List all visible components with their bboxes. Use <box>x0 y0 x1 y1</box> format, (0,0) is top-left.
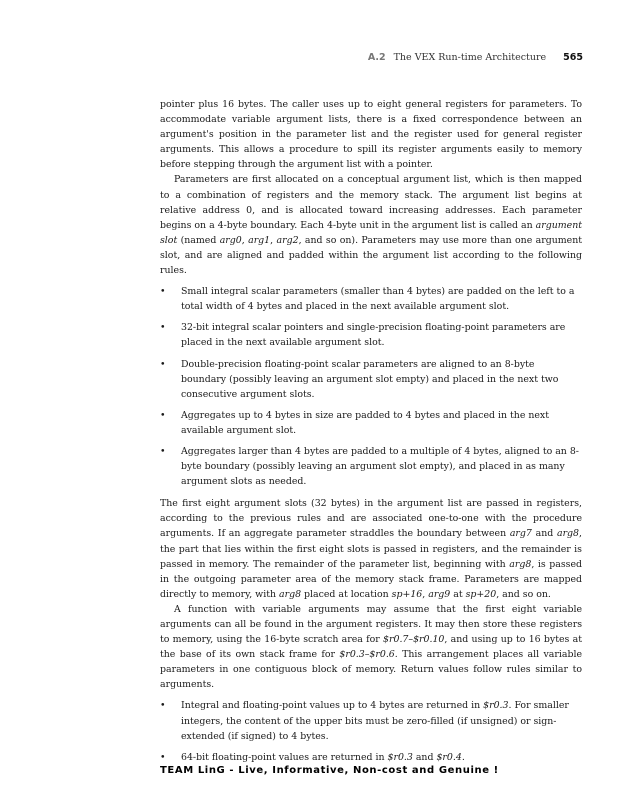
list-item: • 32-bit integral scalar pointers and single-precision floating-point parameters are placed in the next available argument slot. <box>160 322 566 349</box>
section-number: A.2 <box>367 52 386 63</box>
bullet-glyph: • <box>160 445 166 457</box>
bullet-glyph: • <box>160 751 166 763</box>
page-body <box>160 97 582 772</box>
list-item: • Small integral scalar parameters (smaller than 4 bytes) are padded on the left to a total width of 4 bytes and placed in the next available argument slot. <box>160 286 575 313</box>
paragraph-4: A function with variable arguments may assume that the first eight variable arguments can all be found in the argument registers. It may then store these registers to memory, using the 16-byte scratch area for $r0.7–$r0.10, and using up to 16 bytes at the base of its own stack frame for $r0.3–$r0.6. This arrangement places all variable parameters in one contiguous block of memory. Return values follow rules similar to arguments. <box>160 603 582 691</box>
paragraph-1: pointer plus 16 bytes. The caller uses up to eight general registers for parameters. To accommodate variable argument lists, there is a fixed correspondence between an argument's position in the parameter list and the register used for general register arguments. This allows a procedure to spill its register arguments easily to memory before stepping through the argument list with a pointer. <box>160 99 582 171</box>
list-item: • Aggregates larger than 4 bytes are padded to a multiple of 4 bytes, aligned to an 8-byte boundary (possibly leaving an argument slot empty), and placed in as many argument slots as needed. <box>160 445 579 488</box>
chapter-title: The VEX Run-time Architecture <box>393 52 547 63</box>
bullet-glyph: • <box>160 322 166 334</box>
paragraph-2: Parameters are first allocated on a conceptual argument list, which is then mapped to a combination of registers and the memory stack. The argument list begins at relative address 0, and is allocated toward increasing addresses. Each parameter begins on a 4-byte boundary. Each 4-byte unit in the argument list is called an argument slot (named arg0, arg1, arg2, and so on). Parameters may use more than one argument slot, and are aligned and padded within the argument list according to the following rules. <box>160 174 582 277</box>
list-item: • 64-bit floating-point values are returned in $r0.3 and $r0.4. <box>160 750 582 765</box>
return-values-list <box>160 698 582 764</box>
bullet-glyph: • <box>160 700 166 712</box>
page-number: 565 <box>563 52 583 63</box>
parameter-rules-list <box>160 284 582 489</box>
list-item: • Integral and floating-point values up to 4 bytes are returned in $r0.3. For smaller integers, the content of the upper bits must be zero-filled (if unsigned) or sign-extended (if signed) to 4 bytes. <box>160 700 569 742</box>
bullet-glyph: • <box>160 409 166 421</box>
paragraph-3: The first eight argument slots (32 bytes) in the argument list are passed in registers, according to the previous rules and are associated one-to-one with the procedure arguments. If an aggregate parameter straddles the boundary between arg7 and arg8, the part that lies within the first eight slots is passed in registers, and the remainder is passed in memory. The remainder of the parameter list, beginning with arg8, is passed in the outgoing parameter area of the memory stack frame. Parameters are mapped directly to memory, with arg8 placed at location sp+16, arg9 at sp+20, and so on. <box>160 498 583 600</box>
list-item: • Double-precision floating-point scalar parameters are aligned to an 8-byte boundary (possibly leaving an argument slot empty) and placed in the next two consecutive argument slots. <box>160 358 559 400</box>
list-item: • Aggregates up to 4 bytes in size are padded to 4 bytes and placed in the next available argument slot. <box>160 409 549 436</box>
running-header <box>368 52 583 63</box>
footer-watermark: TEAM LinG - Live, Informative, Non-cost and Genuine ! <box>160 765 499 776</box>
bullet-glyph: • <box>160 358 166 370</box>
bullet-glyph: • <box>160 286 166 298</box>
